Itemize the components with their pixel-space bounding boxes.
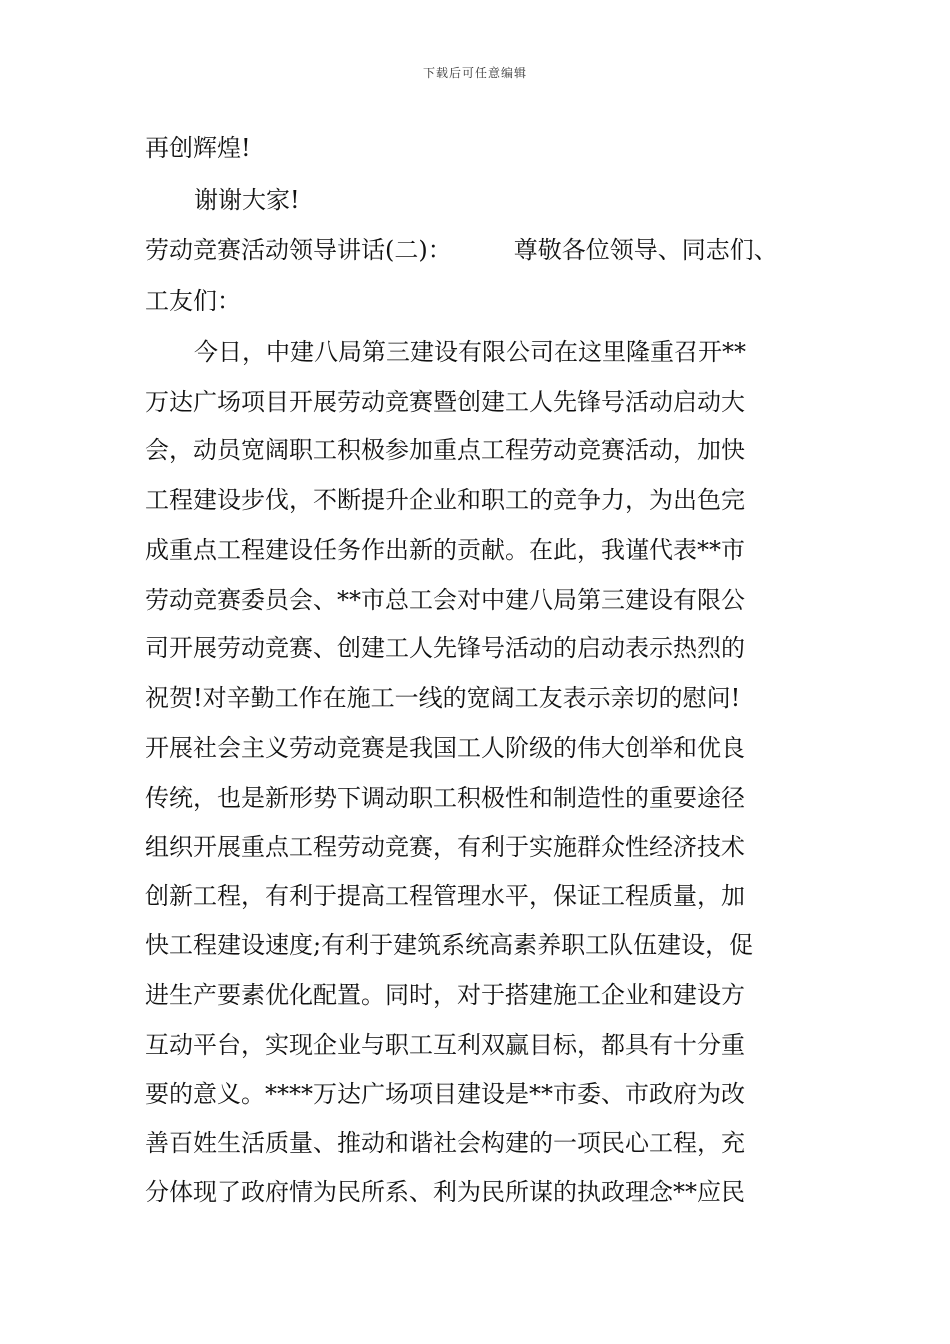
text-line: 创新工程，有利于提高工程管理水平，保证工程质量，加 [145,882,745,910]
text-line: 祝贺!对辛勤工作在施工一线的宽阔工友表示亲切的慰问! [145,684,741,712]
text-line: 传统，也是新形势下调动职工积极性和制造性的重要途径 [145,784,745,812]
text-line: 进生产要素优化配置。同时，对于搭建施工企业和建设方 [145,981,745,1009]
salutation: 尊敬各位领导、同志们、 [513,236,778,264]
text-line: 开展社会主义劳动竞赛是我国工人阶级的伟大创举和优良 [145,734,745,762]
page-header: 下载后可任意编辑 [422,66,527,80]
text-line: 司开展劳动竞赛、创建工人先锋号活动的启动表示热烈的 [145,634,745,662]
text-line: 劳动竞赛委员会、**市总工会对中建八局第三建设有限公 [145,586,745,614]
text-line: 要的意义。****万达广场项目建设是**市委、市政府为改 [145,1080,745,1108]
text-line: 会，动员宽阔职工积极参加重点工程劳动竞赛活动，加快 [145,436,745,464]
text-line: 互动平台，实现企业与职工互利双赢目标，都具有十分重 [145,1031,745,1059]
speech-title: 劳动竞赛活动领导讲话(二)： [145,236,452,264]
text-line: 成重点工程建设任务作出新的贡献。在此，我谨代表**市 [145,536,745,564]
text-line: 分体现了政府情为民所系、利为民所谋的执政理念**应民 [145,1178,745,1206]
text-line: 快工程建设速度;有利于建筑系统高素养职工队伍建设，促 [145,931,754,959]
text-line: 万达广场项目开展劳动竞赛暨创建工人先锋号活动启动大 [145,388,745,416]
text-line: 谢谢大家! [194,186,300,214]
text-line: 再创辉煌! [145,134,251,162]
text-line: 组织开展重点工程劳动竞赛，有利于实施群众性经济技术 [145,833,745,861]
text-line: 工友们： [145,287,241,315]
text-line: 今日，中建八局第三建设有限公司在这里隆重召开** [194,338,746,366]
text-line: 工程建设步伐，不断提升企业和职工的竞争力，为出色完 [145,486,745,514]
text-line: 善百姓生活质量、推动和谐社会构建的一项民心工程，充 [145,1129,745,1157]
title-line [145,235,905,265]
